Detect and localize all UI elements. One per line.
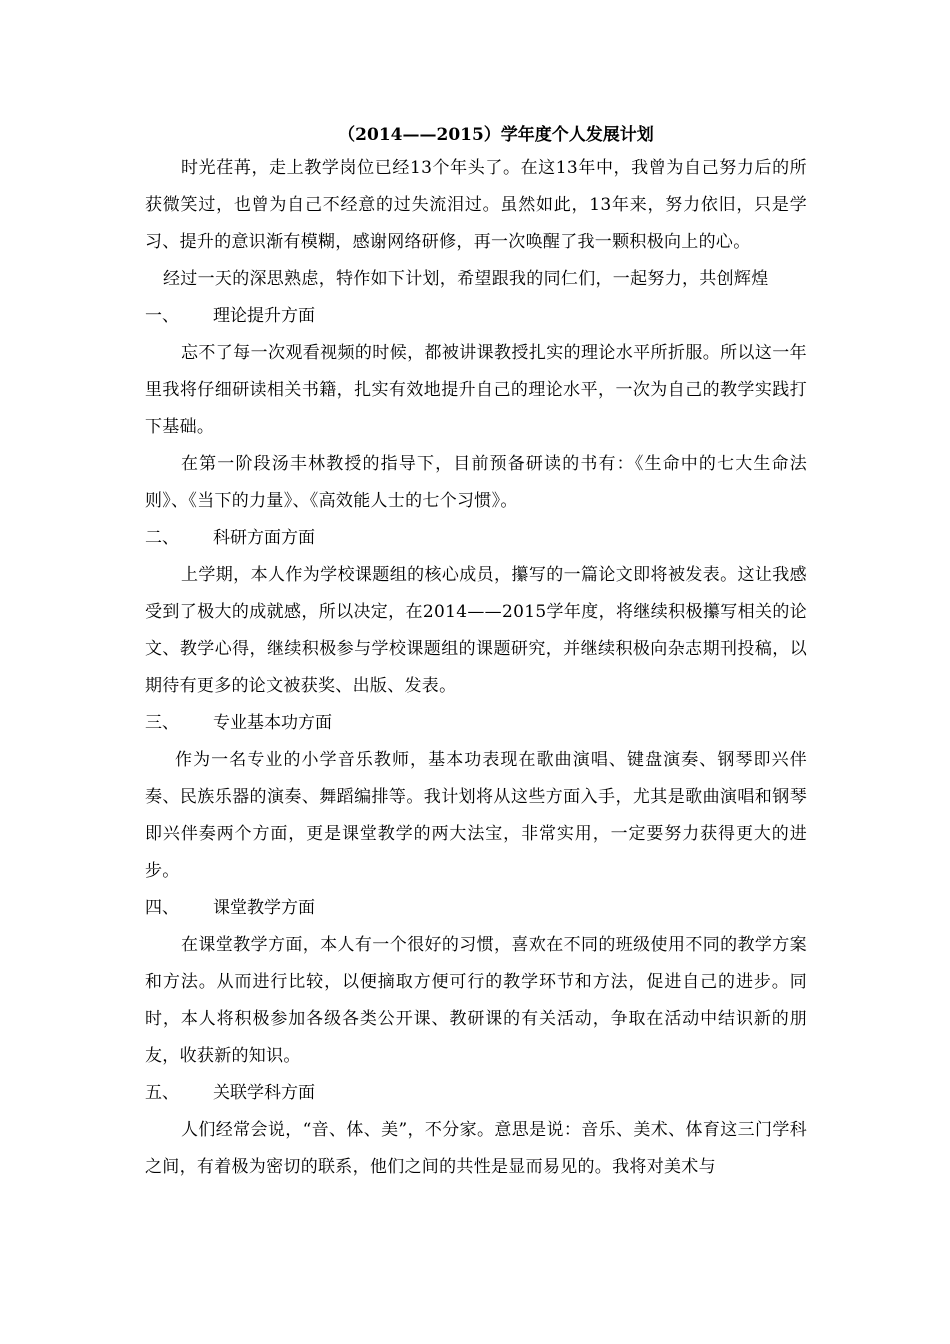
section-title: 理论提升方面 xyxy=(213,306,315,326)
intro-paragraph-1: 时光荏苒，走上教学岗位已经13个年头了。在这13年中，我曾为自己努力后的所获微笑过，也曾为自己不经意的过失流泪过。虽然如此，13年来，努力依旧，只是学习、提升的意识渐有模糊，感谢网络研修，再一次唤醒了我一颗积极向上的心。 xyxy=(145,158,807,252)
section-title: 专业基本功方面 xyxy=(213,713,332,733)
section-1-paragraph-1: 忘不了每一次观看视频的时候，都被讲课教授扎实的理论水平所折服。所以这一年里我将仔细研读相关书籍，扎实有效地提升自己的理论水平，一次为自己的教学实践打下基础。 xyxy=(145,343,807,437)
section-heading-5 xyxy=(145,1075,807,1112)
section-number: 四、 xyxy=(145,898,179,918)
section-title: 课堂教学方面 xyxy=(213,898,315,918)
section-4-paragraph-1: 在课堂教学方面，本人有一个很好的习惯，喜欢在不同的班级使用不同的教学方案和方法。从而进行比较，以便摘取方便可行的教学环节和方法，促进自己的进步。同时，本人将积极参加各级各类公开课、教研课的有关活动，争取在活动中结识新的朋友，收获新的知识。 xyxy=(145,935,807,1066)
section-1-paragraph-2: 在第一阶段汤丰林教授的指导下，目前预备研读的书有：《生命中的七大生命法则》、《当下的力量》、《高效能人士的七个习惯》。 xyxy=(145,454,807,511)
section-number: 二、 xyxy=(145,528,179,548)
intro-paragraph-2: 经过一天的深思熟虑，特作如下计划，希望跟我的同仁们，一起努力，共创辉煌 xyxy=(163,269,769,289)
section-heading-4 xyxy=(145,890,807,927)
section-number: 一、 xyxy=(145,306,179,326)
section-5-paragraph-1: 人们经常会说，“音、体、美”，不分家。意思是说：音乐、美术、体育这三门学科之间，有着极为密切的联系，他们之间的共性是显而易见的。我将对美术与 xyxy=(145,1120,807,1177)
section-number: 三、 xyxy=(145,713,179,733)
section-heading-2 xyxy=(145,520,807,557)
section-3-paragraph-1: 作为一名专业的小学音乐教师，基本功表现在歌曲演唱、键盘演奏、钢琴即兴伴奏、民族乐器的演奏、舞蹈编排等。我计划将从这些方面入手，尤其是歌曲演唱和钢琴即兴伴奏两个方面，更是课堂教学的两大法宝，非常实用，一定要努力获得更大的进步。 xyxy=(145,750,807,881)
section-title: 关联学科方面 xyxy=(213,1083,315,1103)
section-heading-1 xyxy=(145,298,807,335)
document-page xyxy=(145,120,807,1186)
document-title: （2014——2015）学年度个人发展计划 xyxy=(338,125,654,145)
section-2-paragraph-1: 上学期，本人作为学校课题组的核心成员，攥写的一篇论文即将被发表。这让我感受到了极大的成就感，所以决定，在2014——2015学年度，将继续积极攥写相关的论文、教学心得，继续积极参与学校课题组的课题研究，并继续积极向杂志期刊投稿，以期待有更多的论文被获奖、出版、发表。 xyxy=(145,565,807,696)
section-heading-3 xyxy=(145,705,807,742)
section-number: 五、 xyxy=(145,1083,179,1103)
section-title: 科研方面方面 xyxy=(213,528,315,548)
